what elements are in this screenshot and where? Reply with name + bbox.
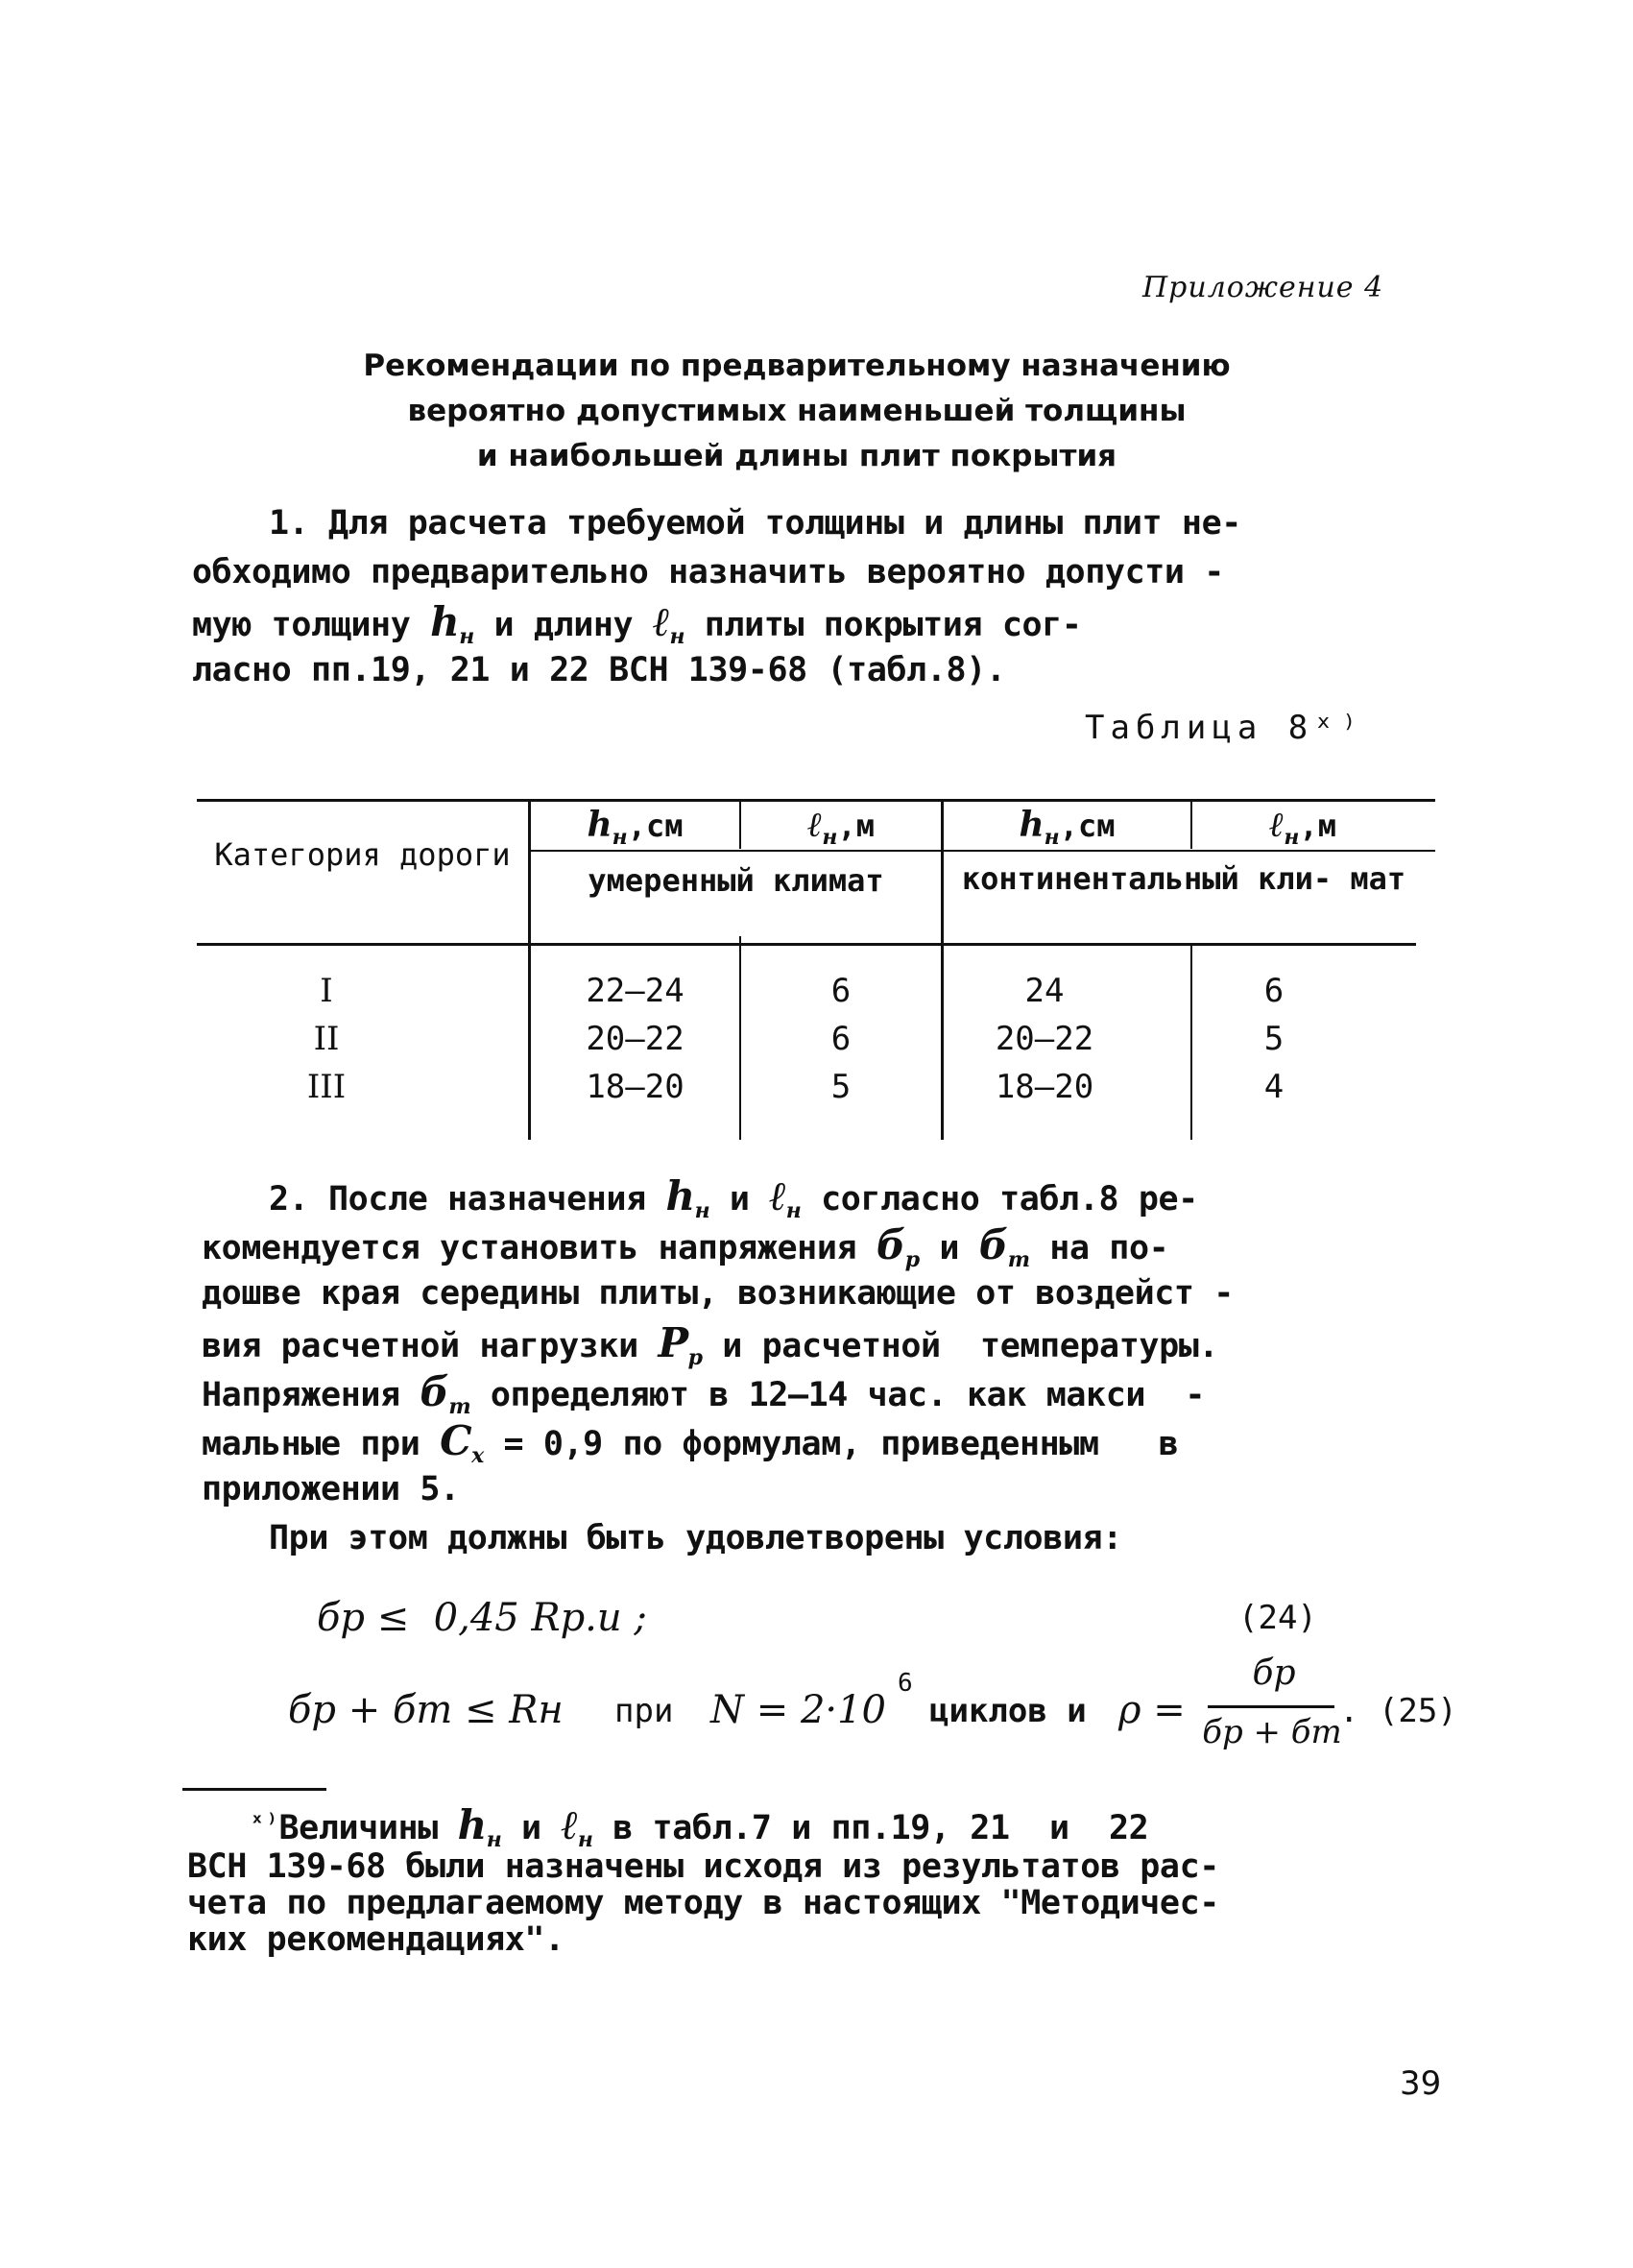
table-top-rule bbox=[197, 799, 1435, 802]
paragraph-2-line-3: дошве края середины плиты, возникающие от воздейст - bbox=[202, 1274, 1234, 1313]
paragraph-2-line-5: Напряжения $б_т$ определяют в 12–14 час. как макси - bbox=[202, 1368, 1206, 1419]
formula-25-cycles: циклов и bbox=[929, 1692, 1087, 1730]
table-unit-rule bbox=[528, 850, 1435, 852]
col-l-continental-header: ℓ$_н$,м bbox=[1269, 805, 1336, 850]
paragraph-2-line-2: комендуется установить напряжения $б_р$ и $б_т$ на по- bbox=[202, 1221, 1169, 1272]
row-l-temperate: 6 bbox=[830, 972, 852, 1010]
row-h-temperate: 20–22 bbox=[586, 1020, 684, 1058]
title-line-2: вероятно допустимых наименьшей толщины bbox=[407, 394, 1187, 428]
climate-temperate-header: умеренный климат bbox=[588, 862, 884, 899]
footnote-line-1: $^{ˣ^)}$Величины $h_н$ и ℓ$_н$ в табл.7 и пп.19, 21 и 22 bbox=[250, 1801, 1149, 1852]
paragraph-2-line-4: вия расчетной нагрузки $P_р$ и расчетной температуры. bbox=[202, 1319, 1219, 1370]
sigma-t-symbol: $б_т$ bbox=[978, 1221, 1030, 1272]
row-h-temperate: 18–20 bbox=[586, 1068, 684, 1106]
formula-25-pri: при bbox=[614, 1692, 674, 1730]
l-n-symbol: ℓ$_н$ bbox=[561, 1801, 593, 1852]
table-header-rule bbox=[197, 943, 1416, 946]
formula-25-numerator: бр bbox=[1252, 1653, 1296, 1693]
paragraph-1-line-4: ласно пп.19, 21 и 22 ВСН 139-68 (табл.8). bbox=[192, 651, 1006, 689]
footnote-line-3: чета по предлагаемому методу в настоящих "Методичес- bbox=[187, 1884, 1219, 1922]
formula-25-exponent: 6 bbox=[898, 1669, 913, 1698]
row-h-temperate: 22–24 bbox=[586, 972, 684, 1010]
paragraph-2-line-1: 2. После назначения $h_н$ и ℓ$_н$ согласно табл.8 ре- bbox=[269, 1172, 1198, 1223]
section-title bbox=[288, 344, 1306, 479]
col-h-temperate-header: $h_н,см$ bbox=[587, 805, 684, 850]
row-h-continental: 24 bbox=[1024, 972, 1065, 1010]
footnote-line-2: ВСН 139-68 были назначены исходя из результатов рас- bbox=[187, 1847, 1219, 1886]
title-line-3: и наибольшей длины плит покрытия bbox=[476, 439, 1117, 473]
appendix-label: Приложение 4 bbox=[1142, 271, 1384, 304]
formula-25-fraction-bar bbox=[1208, 1705, 1334, 1708]
h-n-symbol: $h_н$ bbox=[665, 1172, 710, 1223]
formula-25-rho: ρ = bbox=[1118, 1688, 1186, 1732]
paragraph-2-line-8: При этом должны быть удовлетворены условия: bbox=[269, 1519, 1122, 1557]
formula-25-N: N = 2·10 bbox=[710, 1688, 887, 1732]
title-line-1: Рекомендации по предварительному назначению bbox=[363, 349, 1231, 383]
paragraph-1-line-2: обходимо предварительно назначить вероятно допусти - bbox=[192, 553, 1224, 591]
sigma-p-symbol: $б_р$ bbox=[876, 1221, 920, 1272]
col-l-temperate-header: ℓ$_н$,м bbox=[807, 805, 875, 850]
row-category: III bbox=[306, 1068, 347, 1106]
row-category: II bbox=[313, 1020, 340, 1058]
row-l-continental: 5 bbox=[1263, 1020, 1285, 1058]
l-n-symbol: ℓ$_н$ bbox=[652, 598, 685, 649]
h-n-symbol: $h_н$ bbox=[430, 598, 474, 649]
page-number: 39 bbox=[1400, 2064, 1442, 2103]
row-l-continental: 4 bbox=[1263, 1068, 1285, 1106]
paragraph-2-line-7: приложении 5. bbox=[202, 1470, 460, 1508]
row-h-continental: 20–22 bbox=[995, 1020, 1094, 1058]
p-p-symbol: $P_р$ bbox=[658, 1319, 703, 1370]
footnote-rule bbox=[182, 1788, 326, 1791]
category-header: Категория дороги bbox=[214, 836, 511, 873]
sigma-t-symbol: $б_т$ bbox=[420, 1368, 471, 1419]
row-h-continental: 18–20 bbox=[995, 1068, 1094, 1106]
formula-25-denominator: бр + бт bbox=[1202, 1713, 1342, 1751]
c-x-symbol: $C_х$ bbox=[440, 1417, 484, 1468]
formula-25-left: бр + бт ≤ Rн bbox=[288, 1688, 564, 1732]
paragraph-1-line-1: 1. Для расчета требуемой толщины и длины плит не- bbox=[269, 504, 1241, 543]
col-h-continental-header: $h_н,см$ bbox=[1019, 805, 1116, 850]
formula-24-number: (24) bbox=[1238, 1599, 1317, 1637]
h-n-symbol: $h_н$ bbox=[457, 1801, 502, 1852]
footnote-line-4: ких рекомендациях". bbox=[187, 1920, 564, 1959]
row-l-temperate: 6 bbox=[830, 1020, 852, 1058]
paragraph-1-line-3: мую толщину $h_н$ и длину ℓ$_н$ плиты покрытия сог- bbox=[192, 598, 1082, 649]
climate-continental-header: континентальный кли- мат bbox=[961, 860, 1406, 897]
row-l-temperate: 5 bbox=[830, 1068, 852, 1106]
l-n-symbol: ℓ$_н$ bbox=[769, 1172, 802, 1223]
formula-24: бр ≤ 0,45 Rр.и ; bbox=[317, 1596, 647, 1640]
row-category: I bbox=[320, 972, 333, 1010]
paragraph-2-line-6: мальные при $C_х = 0,9$ по формулам, приведенным в bbox=[202, 1417, 1179, 1468]
row-l-continental: 6 bbox=[1263, 972, 1285, 1010]
table-caption: Таблица 8ˣ⁾ bbox=[1085, 709, 1365, 747]
formula-25-number: . (25) bbox=[1339, 1692, 1457, 1730]
